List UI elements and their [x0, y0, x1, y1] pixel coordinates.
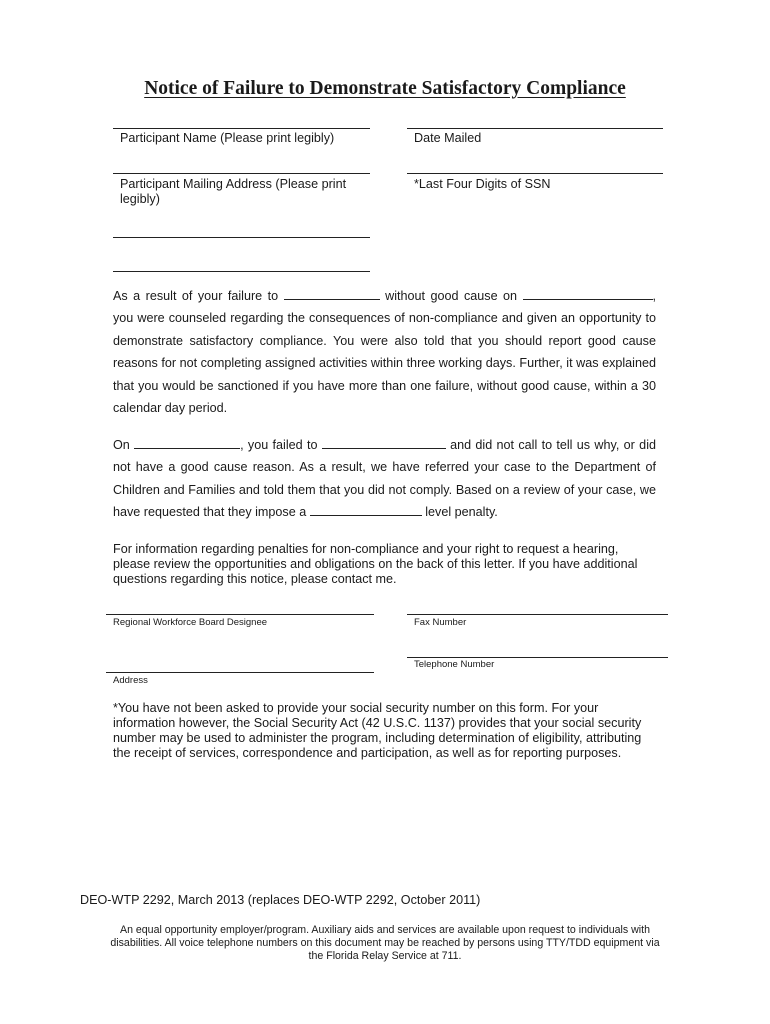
failure-date-blank	[134, 436, 240, 449]
para1-text-2: without good cause on	[385, 289, 518, 303]
participant-name-line	[113, 128, 370, 129]
para2-text-3: and did not call to tell us why, or did not have a good cause reason. As a result, we have referred your case to the Department of Children and Families and told them that you did not comply. Based on a review of your case, we have requested that they impose a	[113, 438, 656, 520]
date-mailed-label: Date Mailed	[414, 131, 482, 145]
mailing-address-line	[113, 173, 370, 174]
telephone-label: Telephone Number	[414, 659, 495, 670]
para2-text-4: level penalty.	[425, 505, 498, 520]
penalty-level-blank	[310, 503, 422, 516]
participant-name-label: Participant Name (Please print legibly)	[120, 131, 335, 145]
date-mailed-line	[407, 128, 663, 129]
failed-activity-blank	[322, 436, 446, 449]
designee-line	[106, 614, 374, 615]
fax-label: Fax Number	[414, 617, 467, 628]
para2-text-1: On	[113, 438, 130, 452]
telephone-line	[407, 657, 668, 658]
hearing-info-paragraph: For information regarding penalties for non-compliance and your right to request a hearing, please review the opportunities and obligations on the back of this letter. If you have additional questions regarding this notice, please contact me.	[113, 542, 638, 586]
para1-text-1: As a result of your failure to	[113, 289, 279, 303]
form-id: DEO-WTP 2292, March 2013 (replaces DEO-WTP 2292, October 2011)	[80, 893, 481, 907]
designee-label: Regional Workforce Board Designee	[113, 617, 268, 628]
referral-paragraph	[113, 434, 656, 524]
activity-blank	[284, 287, 380, 300]
ssn-notice: *You have not been asked to provide your social security number on this form. For your information however, the Social Security Act (42 U.S.C. 1137) provides that your social security number may be used to administer the program, including determination of eligibility, attributing the receipt of services, correspondence and participation, as well as for reporting purposes.	[113, 701, 642, 760]
address-label: Address	[113, 675, 148, 686]
para1-text-4: you were counseled regarding the consequences of non-compliance and given an opportunity to demonstrate satisfactory compliance. You were also told that you should report good cause reasons for not completing assigned activities within three working days. Further, it was explained that you would be sanctioned if you have more than one failure, without good cause, within a 30 calendar day period.	[113, 311, 656, 416]
para1-text-3: ,	[652, 289, 657, 303]
fax-line	[407, 614, 668, 615]
sanction-paragraph	[113, 285, 656, 419]
date-blank	[523, 287, 653, 300]
para2-text-2: , you failed to	[240, 438, 318, 452]
address-line-3	[113, 271, 370, 272]
mailing-address-label: Participant Mailing Address (Please print legibly)	[120, 177, 347, 206]
ssn-line	[407, 173, 663, 174]
address-line-2	[113, 237, 370, 238]
ssn-label: *Last Four Digits of SSN	[414, 177, 551, 191]
eeo-notice: An equal opportunity employer/program. Auxiliary aids and services are available upon request to individuals with disabilities. All voice telephone numbers on this document may be reached by persons using TTY/TDD equipment via the Florida Relay Service at 711.	[110, 924, 660, 962]
address-signature-line	[106, 672, 374, 673]
page-title: Notice of Failure to Demonstrate Satisfactory Compliance	[144, 78, 626, 99]
